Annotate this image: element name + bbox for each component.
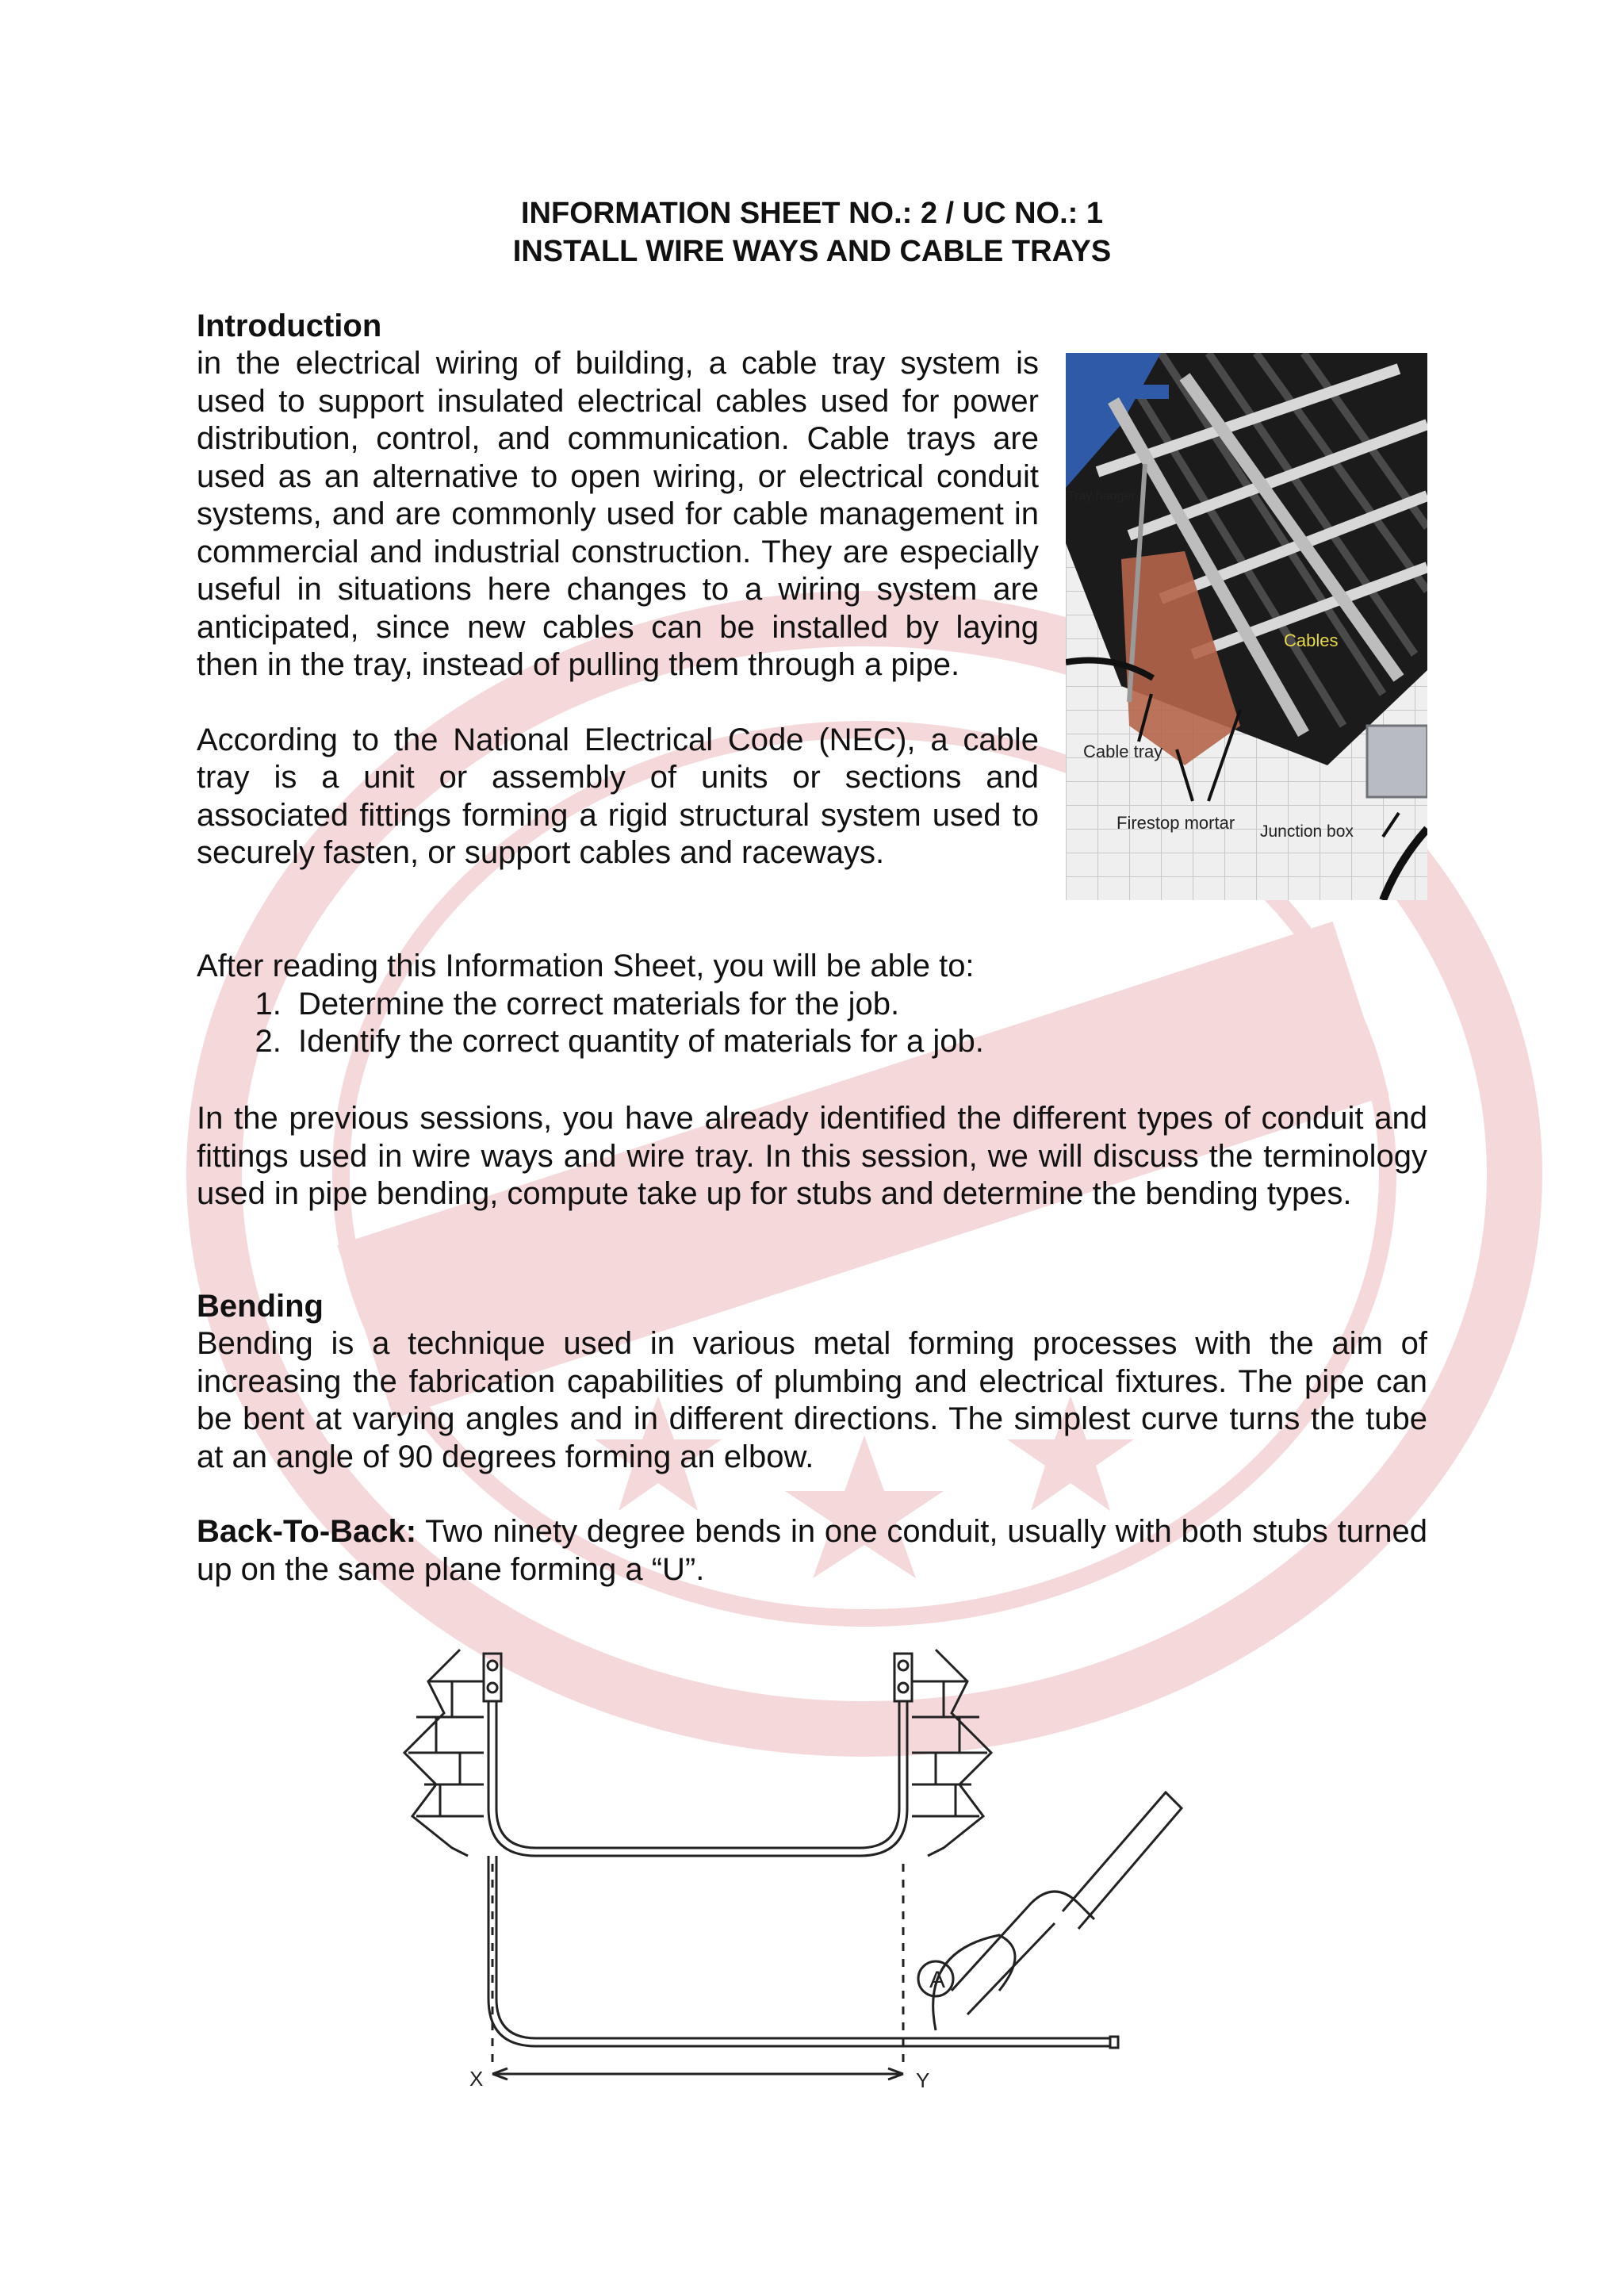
document-title [197, 194, 1427, 270]
label-junction-box: Junction box [1260, 822, 1354, 841]
introduction-paragraph-2: According to the National Electrical Code (NEC), a cable tray is a unit or assembly of units or sections and associated fittings forming a rigid structural system used to securely fasten, or support cables and raceways. [197, 722, 1039, 870]
bending-heading: Bending [197, 1289, 324, 1324]
title-line-2: INSTALL WIRE WAYS AND CABLE TRAYS [512, 235, 1112, 268]
back-to-back-term: Back-To-Back: [197, 1514, 417, 1549]
objectives-list [197, 986, 1427, 1061]
label-tray-hanger: Tray hanger [1067, 489, 1136, 503]
label-a: A [929, 1967, 946, 1993]
previous-sessions-paragraph: In the previous sessions, you have already identified the different types of conduit and fittings used in wire ways and wire tray. In this session, we will discuss the terminology used in pipe bending, compute take up for stubs and determine the bending types. [197, 1101, 1427, 1211]
back-to-back-bend-diagram [396, 1618, 1269, 2110]
objectives-section [197, 948, 1427, 1061]
introduction-section [197, 307, 1427, 872]
bending-paragraph: Bending is a technique used in various metal forming processes with the aim of increasing the fabrication capabilities of plumbing and electrical fixtures. The pipe can be bent at varying angles and in different directions. The simplest curve turns the tube at an angle of 90 degrees forming an elbow. [197, 1326, 1427, 1474]
back-to-back-definition: Two ninety degree bends in one conduit, usually with both stubs turned up on the same plane forming a “U”. [197, 1514, 1427, 1587]
bending-section [197, 1287, 1427, 1476]
previous-sessions-section [197, 1100, 1427, 1213]
objectives-lead: After reading this Information Sheet, you will be able to: [197, 949, 975, 983]
label-cable-tray: Cable tray [1083, 742, 1163, 761]
back-to-back-section [197, 1513, 1427, 1589]
label-firestop-mortar: Firestop mortar [1116, 813, 1235, 833]
cable-tray-photo [1066, 353, 1427, 900]
label-y: Y [916, 2068, 930, 2092]
label-cables: Cables [1284, 631, 1339, 650]
objective-item: 1. Determine the correct materials for the job. [290, 986, 1427, 1024]
objective-item: 2. Identify the correct quantity of materials for a job. [290, 1023, 1427, 1061]
title-line-1: INFORMATION SHEET NO.: 2 / UC NO.: 1 [521, 197, 1103, 230]
introduction-paragraph-1: in the electrical wiring of building, a cable tray system is used to support insulated electrical cables used for power distribution, control, and communication. Cable trays are used as an alternative to open wiring, or electrical conduit systems, and are commonly used for cable management in commercial and industrial construction. They are especially useful in situations here changes to a wiring system are anticipated, since new cables can be installed by laying then in the tray, instead of pulling them through a pipe. [197, 346, 1039, 682]
label-x: X [469, 2067, 484, 2091]
introduction-heading: Introduction [197, 309, 382, 343]
